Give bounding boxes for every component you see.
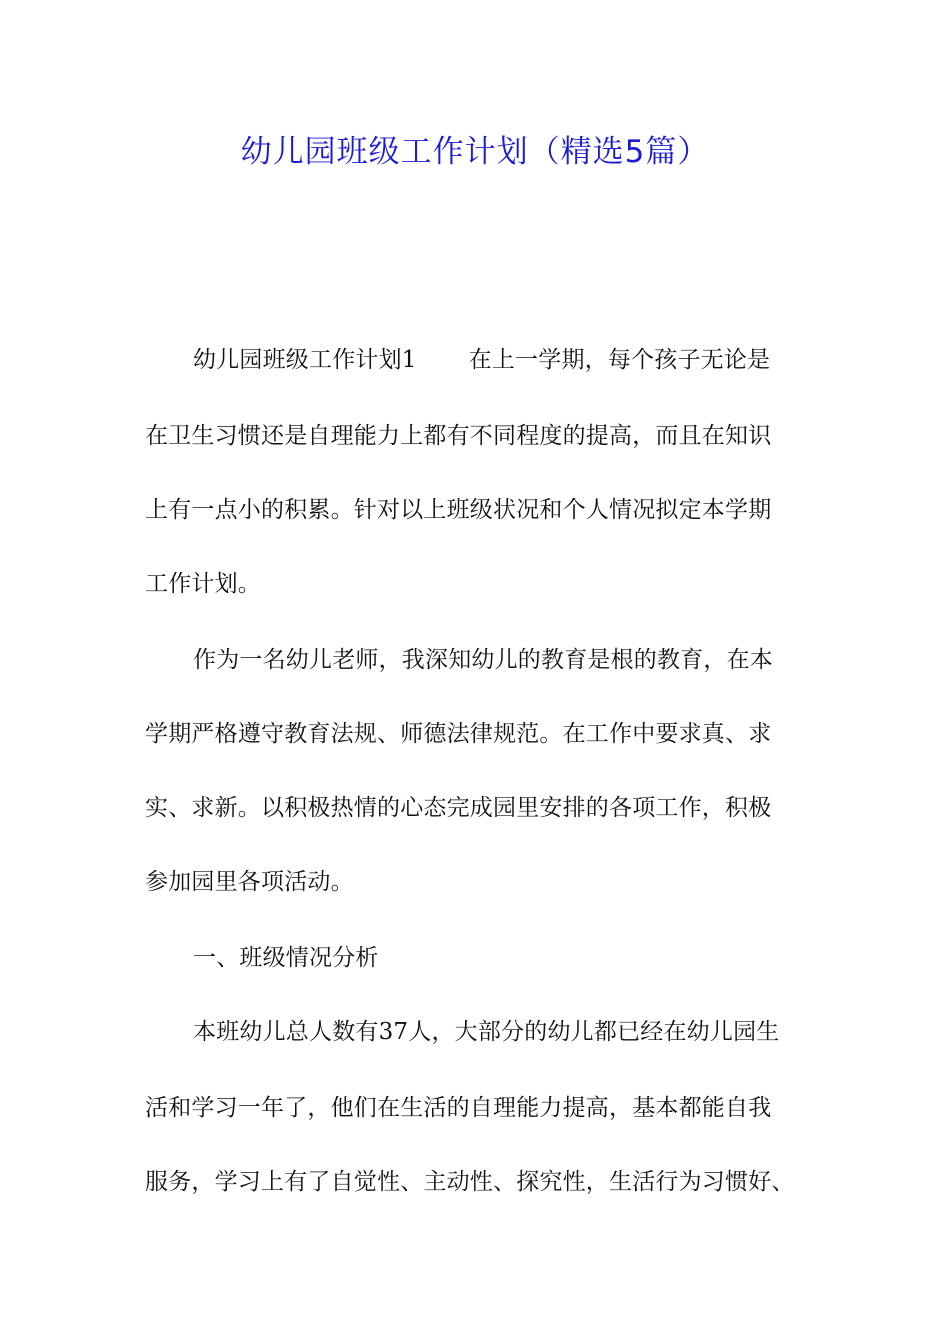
section-heading: 一、班级情况分析 [193, 945, 379, 971]
paragraph-line: 实、求新。以积极热情的心态完成园里安排的各项工作，积极 [145, 795, 772, 821]
paragraph-line: 学期严格遵守教育法规、师德法律规范。在工作中要求真、求 [145, 721, 772, 747]
document-title: 幼儿园班级工作计划（精选5篇） [240, 134, 710, 170]
paragraph-line: 活和学习一年了，他们在生活的自理能力提高，基本都能自我 [145, 1095, 772, 1121]
paragraph-text: 在上一学期，每个孩子无论是 [468, 347, 771, 373]
paragraph-line: 在卫生习惯还是自理能力上都有不同程度的提高，而且在知识 [145, 423, 772, 449]
paragraph-line: 工作计划。 [145, 571, 261, 597]
paragraph-line: 作为一名幼儿老师，我深知幼儿的教育是根的教育，在本 [193, 647, 773, 673]
paragraph-line: 上有一点小的积累。针对以上班级状况和个人情况拟定本学期 [145, 497, 772, 523]
paragraph-line: 服务，学习上有了自觉性、主动性、探究性，生活行为习惯好、 [145, 1169, 795, 1195]
section-heading-inline: 幼儿园班级工作计划1 [193, 347, 417, 373]
paragraph-line [193, 342, 873, 378]
paragraph-line: 本班幼儿总人数有37人，大部分的幼儿都已经在幼儿园生 [193, 1019, 780, 1045]
paragraph-line: 参加园里各项活动。 [145, 869, 354, 895]
